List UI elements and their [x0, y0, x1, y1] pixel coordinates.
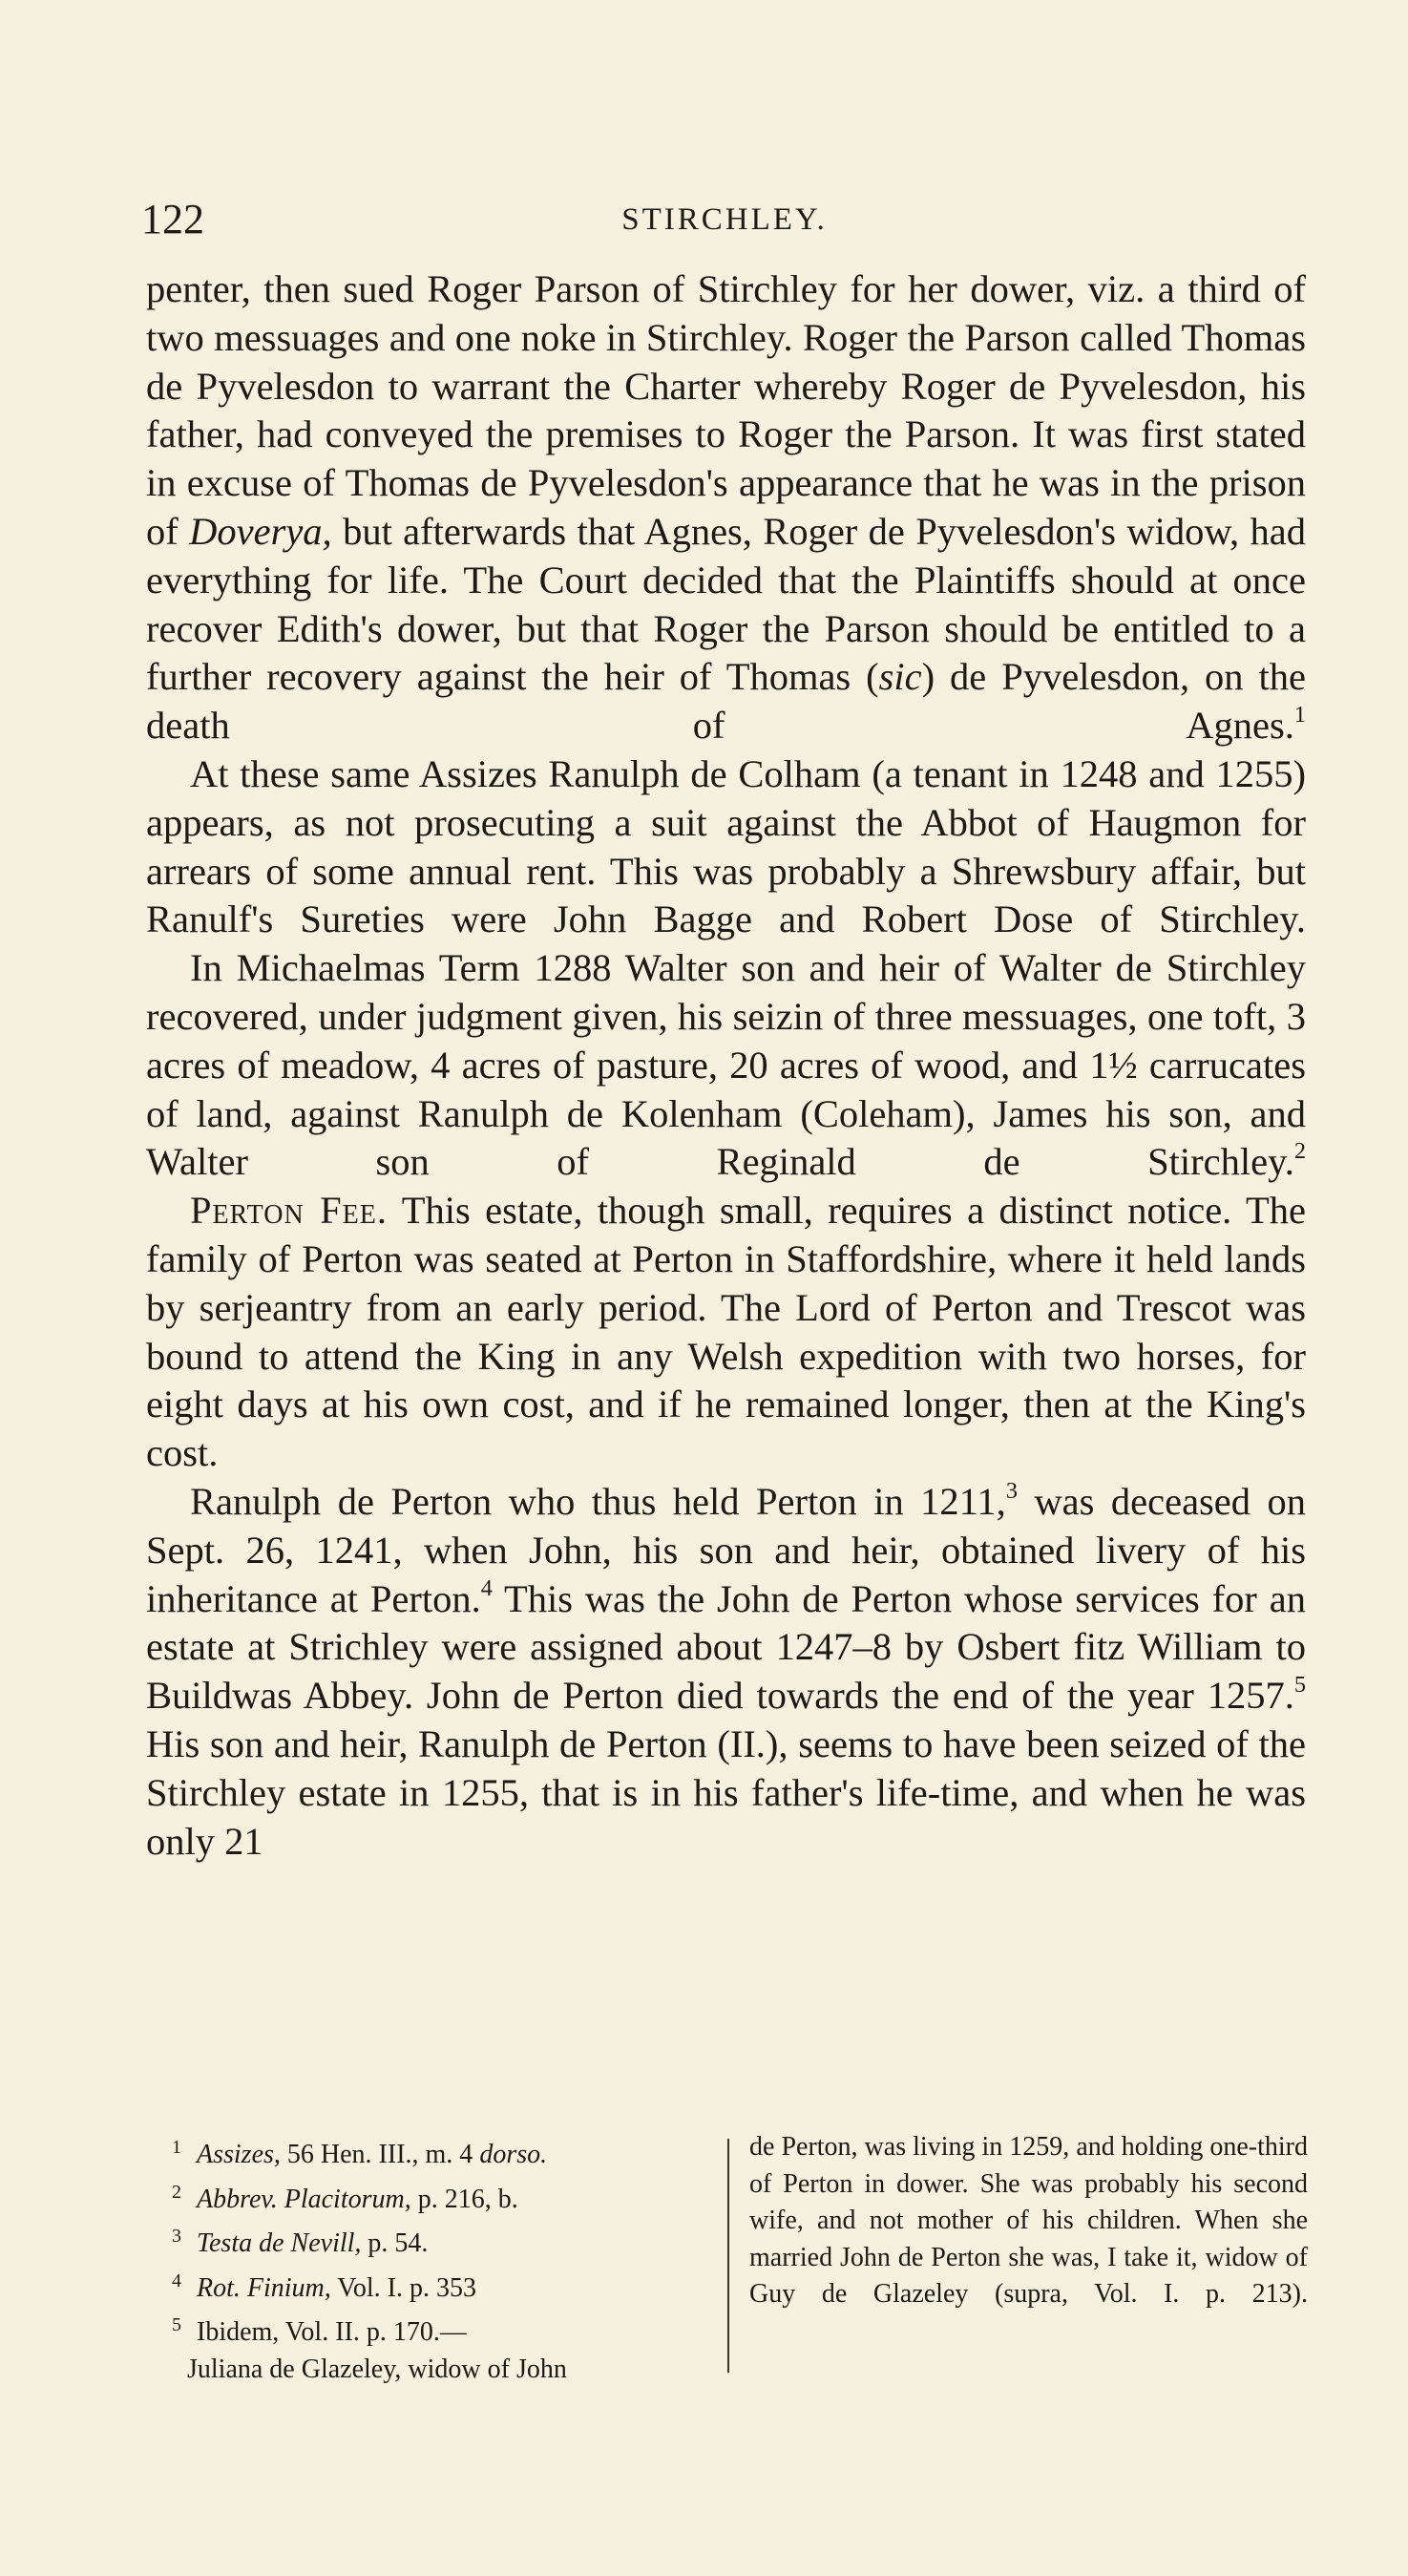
paragraph-3: In Michaelmas Term 1288 Walter son and heir of Walter de Stirchley recovered, under judgment given, his seizin of three messuages, one toft, 3 acres of meadow, 4 acres of pasture, 20 acres of wood, and 1½ carrucates of land, against Ranulph de Kolenham (Coleham), James his son, and Walter son of Reginald de Stirchley.$^2$	[146, 946, 1306, 1184]
footnotes-right-column	[749, 2129, 1308, 2313]
footnote-ref: 5	[1293, 1672, 1306, 1699]
footnote-3: 3 Testa de Nevill, p. 54.	[172, 2226, 429, 2258]
footnote-column-divider	[727, 2139, 729, 2373]
footnote-ref: 2	[1293, 1138, 1306, 1165]
footnote-ref: 4	[480, 1574, 493, 1601]
footnote-5: 5 Ibidem, Vol. II. p. 170.—	[172, 2314, 467, 2347]
footnote-ref: 3	[1005, 1477, 1018, 1504]
running-head: STIRCHLEY.	[621, 202, 828, 237]
footnotes	[172, 2129, 1308, 2384]
footnote-2: 2 Abbrev. Placitorum, p. 216, b.	[172, 2181, 518, 2214]
paragraph-5: Ranulph de Perton who thus held Perton in 1211,$^3$ was deceased on Sept. 26, 1241, when John, his son and heir, obtained livery of his inheritance at Perton.$^4$ This was the John de Perton whose services for an estate at Strichley were assigned about 1247–8 by Osbert fitz William to Buildwas Abbey. John de Perton died towards the end of the year 1257.$^5$ His son and heir, Ranulph de Perton (II.), seems to have been seized of the Stirchley estate in 1255, that is in his father's life-time, and when he was only 21	[146, 1477, 1306, 1863]
section-heading: Perton Fee.	[190, 1189, 388, 1233]
paragraph-4: Perton Fee. This estate, though small, requires a distinct notice. The family of Perton was seated at Perton in Staffordshire, where it held lands by serjeantry from an early period. The Lord of Perton and Trescot was bound to attend the King in any Welsh expedition with two horses, for eight days at his own cost, and if he remained longer, then at the King's cost.	[146, 1189, 1306, 1475]
page-header	[141, 191, 1308, 248]
body-text	[146, 265, 1306, 1866]
paragraph-2: At these same Assizes Ranulph de Colham (a tenant in 1248 and 1255) appears, as not prosecuting a suit against the Abbot of Haugmon for arrears of some annual rent. This was probably a Shrewsbury affair, but Ranulf's Sureties were John Bagge and Robert Dose of Stirchley.	[146, 751, 1306, 941]
footnote-1: 1 Assizes, 56 Hen. III., m. 4 dorso.	[172, 2137, 548, 2169]
page-number: 122	[141, 196, 204, 243]
footnote-4: 4 Rot. Finium, Vol. I. p. 353	[172, 2270, 476, 2303]
footnotes-left-column	[172, 2129, 716, 2388]
paragraph-1: penter, then sued Roger Parson of Stirchley for her dower, viz. a third of two messuages and one noke in Stirchley. Roger the Parson called Thomas de Pyvelesdon to warrant the Charter whereby Roger de Pyvelesdon, his father, had conveyed the premises to Roger the Parson. It was first stated in excuse of Thomas de Pyvelesdon's appearance that he was in the prison of Doverya, but afterwards that Agnes, Roger de Pyvelesdon's widow, had everything for life. The Court decided that the Plaintiffs should at once recover Edith's dower, but that Roger the Parson should be entitled to a further recovery against the heir of Thomas (sic) de Pyvelesdon, on the death of Agnes.$^1$	[146, 267, 1306, 748]
footnote-5-continued: de Perton, was living in 1259, and holding one-third of Perton in dower. She was probably his second wife, and not mother of his children. When she married John de Perton she was, I take it, widow of Guy de Glazeley (supra, Vol. I. p. 213).	[749, 2132, 1308, 2309]
footnote-ref: 1	[1293, 702, 1306, 728]
footnote-5-continuation: Juliana de Glazeley, widow of John	[187, 2354, 567, 2384]
